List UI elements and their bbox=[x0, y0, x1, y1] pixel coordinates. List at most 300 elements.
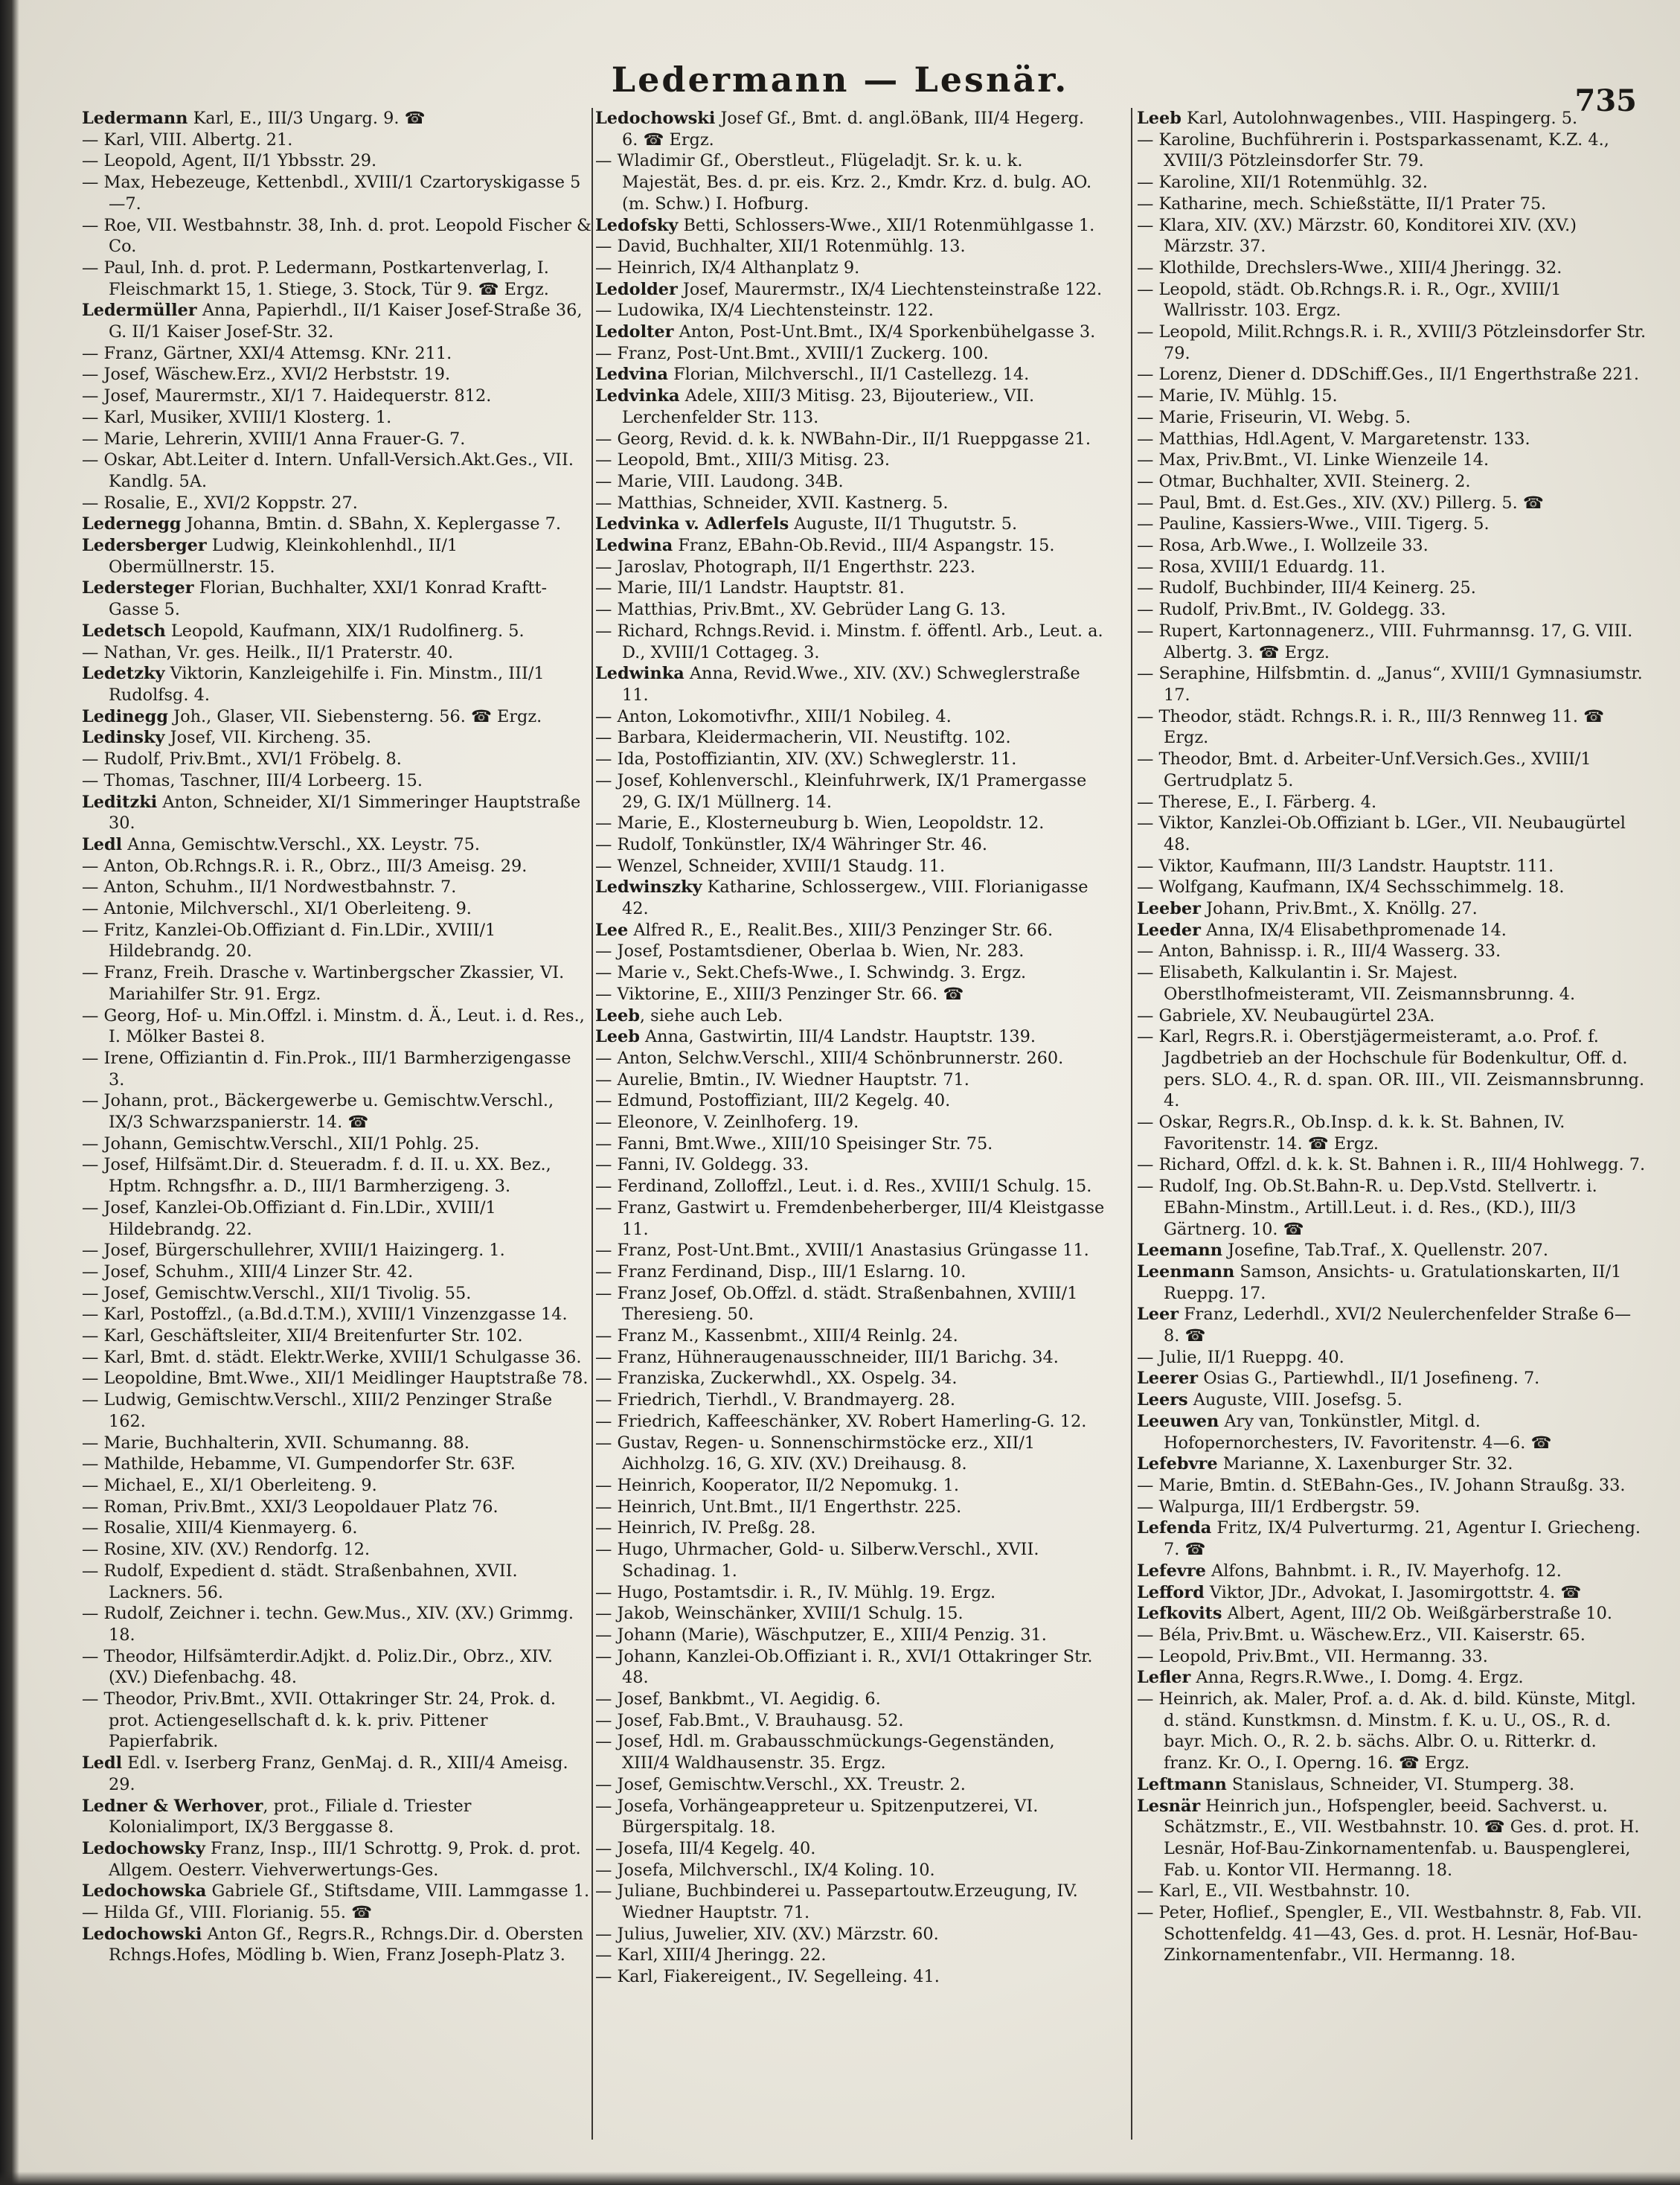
directory-entry bbox=[1137, 193, 1647, 215]
entry-surname: Lefkovits bbox=[1137, 1604, 1222, 1624]
directory-entry bbox=[595, 770, 1105, 813]
entry-details: — Franz, Post-Unt.Bmt., XVIII/1 Zuckerg. 100. bbox=[595, 343, 989, 363]
directory-entry bbox=[1137, 1368, 1647, 1389]
directory-entry bbox=[1137, 1603, 1647, 1625]
directory-entry bbox=[82, 749, 591, 770]
entry-details: — Fanni, Bmt.Wwe., XIII/10 Speisinger Str. 75. bbox=[595, 1133, 993, 1154]
entry-details: Johanna, Bmtin. d. SBahn, X. Keplergasse 7. bbox=[181, 514, 561, 534]
directory-entry bbox=[595, 984, 1105, 1005]
entry-surname: Ledvina bbox=[595, 365, 668, 385]
entry-details: Edl. v. Iserberg Franz, GenMaj. d. R., XIII/4 Ameisg. 29. bbox=[109, 1753, 568, 1794]
entry-details: — Michael, E., XI/1 Oberleiteng. 9. bbox=[82, 1476, 377, 1495]
directory-entry bbox=[82, 1603, 591, 1645]
entry-details: Viktor, JDr., Advokat, I. Jasomirgottstr. 4. ☎ bbox=[1204, 1582, 1582, 1602]
directory-entry bbox=[595, 1368, 1105, 1389]
directory-entry bbox=[595, 1517, 1105, 1539]
directory-entry bbox=[82, 1924, 591, 1966]
directory-entry bbox=[82, 1753, 591, 1795]
entry-details: — Wolfgang, Kaufmann, IX/4 Sechsschimmelg. 18. bbox=[1137, 877, 1565, 898]
directory-entry bbox=[595, 300, 1105, 321]
entry-details: — Fritz, Kanzlei-Ob.Offiziant d. Fin.LDir., XVIII/1 Hildebrandg. 20. bbox=[82, 920, 496, 962]
entry-details: — Hilda Gf., VIII. Florianig. 55. ☎ bbox=[82, 1903, 372, 1923]
directory-entry bbox=[1137, 1774, 1647, 1796]
directory-entry bbox=[595, 150, 1105, 214]
directory-entry bbox=[1137, 1453, 1647, 1475]
entry-surname: Ledersberger bbox=[82, 536, 207, 556]
directory-entry bbox=[82, 663, 591, 706]
directory-entry bbox=[1137, 535, 1647, 557]
entry-surname: Leeuwen bbox=[1137, 1411, 1219, 1431]
directory-entry bbox=[595, 1796, 1105, 1838]
directory-entry bbox=[1137, 1517, 1647, 1560]
entry-details: — Rosalie, XIII/4 Kienmayerg. 6. bbox=[82, 1518, 358, 1538]
directory-entry bbox=[595, 1582, 1105, 1604]
entry-details: Marianne, X. Laxenburger Str. 32. bbox=[1217, 1454, 1513, 1474]
entry-details: — Leopold, Priv.Bmt., VII. Hermanng. 33. bbox=[1137, 1646, 1488, 1666]
entry-details: — Josefa, Milchverschl., IX/4 Koling. 10. bbox=[595, 1860, 935, 1880]
entry-details: — David, Buchhalter, XII/1 Rotenmühlg. 13. bbox=[595, 237, 966, 257]
directory-entry bbox=[595, 1325, 1105, 1347]
directory-entry bbox=[82, 108, 591, 129]
entry-details: — Franz, Freih. Drasche v. Wartinbergscher Zkassier, VI. Mariahilfer Str. 91. Ergz. bbox=[82, 963, 565, 1004]
directory-entry bbox=[82, 1325, 591, 1347]
entry-details: — Katharine, mech. Schießstätte, II/1 Prater 75. bbox=[1137, 193, 1547, 214]
directory-entry bbox=[82, 1261, 591, 1283]
entry-details: — Josef, Kanzlei-Ob.Offiziant d. Fin.LDir., XVIII/1 Hildebrandg. 22. bbox=[82, 1197, 496, 1239]
entry-details: — Rudolf, Priv.Bmt., IV. Goldegg. 33. bbox=[1137, 600, 1446, 620]
directory-entry bbox=[595, 1966, 1105, 1988]
entry-details: — Heinrich, IX/4 Althanplatz 9. bbox=[595, 257, 860, 278]
entry-surname: Ledvinka v. Adlerfels bbox=[595, 514, 789, 534]
entry-surname: Ledl bbox=[82, 1753, 123, 1773]
entry-details: — Josef, Maurermstr., XI/1 7. Haidequerstr. 812. bbox=[82, 386, 492, 406]
directory-entry bbox=[1137, 813, 1647, 855]
entry-details: — Therese, E., I. Färberg. 4. bbox=[1137, 792, 1377, 812]
directory-entry bbox=[595, 856, 1105, 877]
entry-details: — Josef, Bankbmt., VI. Aegidig. 6. bbox=[595, 1689, 881, 1709]
entry-details: — Josef, Bürgerschullehrer, XVIII/1 Haizingerg. 1. bbox=[82, 1241, 505, 1261]
directory-entry bbox=[82, 535, 591, 578]
directory-entry bbox=[1137, 1026, 1647, 1112]
directory-entry bbox=[82, 1881, 591, 1902]
entry-details: Franz, Lederhdl., XVI/2 Neulerchenfelder Straße 6—8. ☎ bbox=[1164, 1305, 1632, 1346]
entry-details: Anna, IX/4 Elisabethpromenade 14. bbox=[1200, 920, 1507, 940]
directory-entry bbox=[595, 1625, 1105, 1646]
entry-details: — Heinrich, ak. Maler, Prof. a. d. Ak. d. bild. Künste, Mitgl. d. ständ. Kunstkmsn. d. Minstm. f. K. u. U., OS., R. d. bayr. Mich. O., R. 2. b. sächs. Albr. O. u. Ritterkr. d. franz. Kr. O., I. Operng. 16. ☎ Ergz. bbox=[1137, 1689, 1636, 1773]
directory-entry bbox=[82, 129, 591, 151]
entry-details: — Josef, Wäschew.Erz., XVI/2 Herbststr. 19. bbox=[82, 365, 451, 385]
entry-details: — Elisabeth, Kalkulantin i. Sr. Majest. Oberstlhofmeisteramt, VII. Zeismannsbrunng. 4. bbox=[1137, 963, 1576, 1004]
directory-entry bbox=[1137, 856, 1647, 877]
entry-details: Anton, Schneider, XI/1 Simmeringer Hauptstraße 30. bbox=[109, 792, 581, 834]
directory-entry bbox=[595, 1176, 1105, 1197]
entry-details: Leopold, Kaufmann, XIX/1 Rudolfinerg. 5. bbox=[165, 621, 525, 641]
directory-entry bbox=[82, 386, 591, 407]
directory-entry bbox=[1137, 108, 1647, 129]
entry-details: Anton Gf., Regrs.R., Rchngs.Dir. d. Obersten Rchngs.Hofes, Mödling b. Wien, Franz Joseph-Platz 3. bbox=[109, 1924, 583, 1965]
entry-surname: Ledetsch bbox=[82, 621, 166, 641]
directory-entry bbox=[82, 1005, 591, 1048]
entry-details: Anna, Gemischtw.Verschl., XX. Leystr. 75. bbox=[122, 834, 480, 854]
directory-entry bbox=[595, 1646, 1105, 1689]
directory-entry bbox=[82, 1561, 591, 1603]
entry-surname: Ledetzky bbox=[82, 664, 165, 684]
entry-details: — Rudolf, Buchbinder, III/4 Keinerg. 25. bbox=[1137, 578, 1476, 598]
entry-surname: Leers bbox=[1137, 1390, 1188, 1410]
entry-details: — Leopold, Agent, II/1 Ybbsstr. 29. bbox=[82, 151, 377, 171]
entry-details: — Heinrich, Kooperator, II/2 Nepomukg. 1. bbox=[595, 1476, 960, 1495]
entry-surname: Leftmann bbox=[1137, 1774, 1227, 1794]
entry-details: — Ferdinand, Zolloffzl., Leut. i. d. Res., XVIII/1 Schulg. 15. bbox=[595, 1177, 1092, 1197]
entry-details: — Georg, Revid. d. k. k. NWBahn-Dir., II/1 Rueppgasse 21. bbox=[595, 429, 1091, 449]
directory-entry bbox=[595, 599, 1105, 621]
entry-details: — Oskar, Regrs.R., Ob.Insp. d. k. k. St. Bahnen, IV. Favoritenstr. 14. ☎ Ergz. bbox=[1137, 1113, 1565, 1154]
entry-surname: Ledochowsky bbox=[82, 1838, 205, 1858]
entry-details: — Josef, Hilfsämt.Dir. d. Steueradm. f. d. II. u. XX. Bez., Hptm. Rchngsfhr. a. D., III/1 Barmherzigeng. 3. bbox=[82, 1155, 551, 1197]
entry-surname: Ledinegg bbox=[82, 706, 168, 726]
directory-entry bbox=[82, 642, 591, 664]
entry-details: Josefine, Tab.Traf., X. Quellenstr. 207. bbox=[1222, 1241, 1548, 1261]
entry-details: — Hugo, Postamtsdir. i. R., IV. Mühlg. 19. Ergz. bbox=[595, 1582, 996, 1602]
directory-entry bbox=[82, 215, 591, 257]
directory-entry bbox=[1137, 1176, 1647, 1240]
entry-details: — Marie, Friseurin, VI. Webg. 5. bbox=[1137, 407, 1411, 427]
entry-details: Katharine, Schlossergew., VIII. Florianigasse 42. bbox=[622, 877, 1089, 919]
entry-details: Osias G., Partiewhdl., II/1 Josefineng. 7. bbox=[1198, 1369, 1540, 1389]
entry-surname: Leditzki bbox=[82, 792, 158, 812]
entry-details: — Marie, Lehrerin, XVIII/1 Anna Frauer-G. 7. bbox=[82, 429, 466, 449]
directory-entry bbox=[595, 1881, 1105, 1923]
directory-entry bbox=[595, 920, 1105, 941]
entry-details: — Marie, Bmtin. d. StEBahn-Ges., IV. Johann Straußg. 33. bbox=[1137, 1476, 1626, 1495]
directory-entry bbox=[82, 493, 591, 514]
entry-details: — Theodor, Bmt. d. Arbeiter-Unf.Versich.Ges., XVIII/1 Gertrudplatz 5. bbox=[1137, 749, 1591, 790]
directory-entry bbox=[595, 1133, 1105, 1155]
directory-entry bbox=[1137, 1881, 1647, 1902]
directory-entry bbox=[1137, 941, 1647, 962]
entry-details: Albert, Agent, III/2 Ob. Weißgärberstraße 10. bbox=[1222, 1604, 1612, 1624]
entry-surname: Leeb bbox=[595, 1005, 640, 1026]
entry-surname: Ledolder bbox=[595, 279, 678, 299]
entry-surname: Ledermüller bbox=[82, 301, 197, 321]
directory-entry bbox=[82, 1368, 591, 1389]
directory-entry bbox=[1137, 877, 1647, 898]
entry-details: Florian, Milchverschl., II/1 Castellezg. 14. bbox=[667, 365, 1030, 385]
entry-details: — Peter, Hoflief., Spengler, E., VII. Westbahnstr. 8, Fab. VII. Schottenfeldg. 41—43, Ges. d. prot. H. Lesnär, Hof-Bau-Zinkornamentenfabr., VII. Hermanng. 18. bbox=[1137, 1903, 1642, 1965]
directory-entry bbox=[82, 172, 591, 214]
directory-entry bbox=[1137, 493, 1647, 514]
directory-entry bbox=[1137, 578, 1647, 599]
entry-details: — Marie v., Sekt.Chefs-Wwe., I. Schwindg. 3. Ergz. bbox=[595, 963, 1027, 983]
directory-entry bbox=[1137, 1475, 1647, 1497]
entry-details: — Otmar, Buchhalter, XVII. Steinerg. 2. bbox=[1137, 471, 1471, 491]
directory-entry bbox=[1137, 1005, 1647, 1027]
directory-entry bbox=[595, 321, 1105, 343]
entry-details: Karl, Autolohnwagenbes., VIII. Haspingerg. 5. bbox=[1181, 109, 1578, 128]
directory-entry bbox=[82, 1475, 591, 1497]
directory-entry bbox=[1137, 1389, 1647, 1411]
entry-surname: Ledochowski bbox=[82, 1924, 202, 1944]
directory-entry bbox=[595, 877, 1105, 919]
directory-entry bbox=[1137, 792, 1647, 813]
entry-details: — Leopold, Milit.Rchngs.R. i. R., XVIII/3 Pötzleinsdorfer Str. 79. bbox=[1137, 322, 1647, 363]
entry-details: — Marie, IV. Mühlg. 15. bbox=[1137, 386, 1338, 406]
entry-details: — Juliane, Buchbinderei u. Passepartoutw.Erzeugung, IV. Wiedner Hauptstr. 71. bbox=[595, 1881, 1078, 1923]
entry-details: — Barbara, Kleidermacherin, VII. Neustiftg. 102. bbox=[595, 728, 1011, 748]
entry-surname: Ledl bbox=[82, 834, 123, 854]
directory-entry bbox=[595, 1924, 1105, 1945]
directory-entry bbox=[1137, 1154, 1647, 1176]
directory-entry bbox=[1137, 1582, 1647, 1604]
entry-details: — Friedrich, Kaffeeschänker, XV. Robert Hamerling-G. 12. bbox=[595, 1411, 1087, 1431]
entry-details: — Richard, Offzl. d. k. k. St. Bahnen i. R., III/4 Hohlwegg. 7. bbox=[1137, 1155, 1646, 1175]
directory-entry bbox=[82, 1497, 591, 1518]
entry-details: Alfred R., E., Realit.Bes., XIII/3 Penzinger Str. 66. bbox=[628, 920, 1054, 940]
directory-entry bbox=[82, 706, 591, 728]
directory-entry bbox=[1137, 920, 1647, 941]
directory-entry bbox=[82, 1689, 591, 1753]
directory-entry bbox=[595, 1048, 1105, 1069]
directory-entry bbox=[595, 429, 1105, 450]
entry-details: — Karl, E., VII. Westbahnstr. 10. bbox=[1137, 1881, 1411, 1901]
directory-entry bbox=[1137, 279, 1647, 321]
directory-entry bbox=[82, 1197, 591, 1240]
entry-details: Josef, Maurermstr., IX/4 Liechtensteinstraße 122. bbox=[677, 279, 1103, 299]
directory-entry bbox=[595, 1197, 1105, 1240]
directory-entry bbox=[595, 1603, 1105, 1625]
entry-details: — Franz, Hühneraugenausschneider, III/1 Barichg. 34. bbox=[595, 1347, 1059, 1367]
entry-details: — Gabriele, XV. Neubaugürtel 23A. bbox=[1137, 1005, 1435, 1026]
scan-edge-left bbox=[0, 0, 19, 2185]
directory-column-2 bbox=[595, 108, 1105, 2140]
entry-details: — Karl, Fiakereigent., IV. Segelleing. 41. bbox=[595, 1967, 940, 1987]
directory-entry bbox=[1137, 450, 1647, 471]
directory-entry bbox=[1137, 1304, 1647, 1346]
entry-details: — Rudolf, Ing. Ob.St.Bahn-R. u. Dep.Vstd. Stellvertr. i. EBahn-Minstm., Artill.Leut. i. d. Res., (KD.), III/3 Gärtnerg. 10. ☎ bbox=[1137, 1177, 1597, 1239]
entry-details: — Josef, Fab.Bmt., V. Brauhausg. 52. bbox=[595, 1710, 904, 1730]
entry-details: — Matthias, Priv.Bmt., XV. Gebrüder Lang G. 13. bbox=[595, 600, 1006, 620]
entry-details: — Hugo, Uhrmacher, Gold- u. Silberw.Verschl., XVII. Schadinag. 1. bbox=[595, 1540, 1039, 1581]
entry-details: — Leopoldine, Bmt.Wwe., XII/1 Meidlinger Hauptstraße 78. bbox=[82, 1369, 589, 1389]
directory-entry bbox=[595, 471, 1105, 493]
entry-details: — Karl, Regrs.R. i. Oberstjägermeisteramt, a.o. Prof. f. Jagdbetrieb an der Hochschule für Bodenkultur, Off. d. pers. SLO. 4., R. d. span. OR. III., VII. Zeismannsbrunng. 4. bbox=[1137, 1027, 1645, 1111]
entry-details: — Gustav, Regen- u. Sonnenschirmstöcke erz., XII/1 Aichholzg. 16, G. XIV. (XV.) Dreihausg. 8. bbox=[595, 1433, 1036, 1474]
entry-surname: Lefler bbox=[1137, 1668, 1191, 1688]
entry-details: — Josefa, Vorhängeappreteur u. Spitzenputzerei, VI. Bürgerspitalg. 18. bbox=[595, 1796, 1039, 1837]
directory-entry bbox=[82, 1048, 591, 1090]
entry-details: Anna, Gastwirtin, III/4 Landstr. Hauptstr. 139. bbox=[639, 1027, 1036, 1047]
directory-entry bbox=[1137, 364, 1647, 386]
entry-details: — Walpurga, III/1 Erdbergstr. 59. bbox=[1137, 1497, 1420, 1517]
directory-entry bbox=[82, 1283, 591, 1305]
directory-entry bbox=[82, 1433, 591, 1454]
entry-details: — Franz Ferdinand, Disp., III/1 Eslarng. 10. bbox=[595, 1261, 966, 1282]
directory-entry bbox=[82, 300, 591, 342]
directory-entry bbox=[595, 1154, 1105, 1176]
entry-details: Stanislaus, Schneider, VI. Stumperg. 38. bbox=[1226, 1774, 1575, 1794]
entry-details: — Rudolf, Zeichner i. techn. Gew.Mus., XIV. (XV.) Grimmg. 18. bbox=[82, 1604, 574, 1645]
entry-details: — Anton, Selchw.Verschl., XIII/4 Schönbrunnerstr. 260. bbox=[595, 1048, 1064, 1068]
entry-details: Auguste, II/1 Thugutstr. 5. bbox=[789, 514, 1018, 534]
entry-surname: Lee bbox=[595, 920, 629, 940]
directory-entry bbox=[82, 514, 591, 535]
entry-details: Fritz, IX/4 Pulverturmg. 21, Agentur I. Griecheng. 7. ☎ bbox=[1164, 1518, 1641, 1560]
entry-details: — Seraphine, Hilfsbmtin. d. „Janus“, XVIII/1 Gymnasiumstr. 17. bbox=[1137, 664, 1643, 705]
column-divider bbox=[1131, 108, 1132, 2140]
entry-details: Samson, Ansichts- u. Gratulationskarten, II/1 Rueppg. 17. bbox=[1164, 1261, 1622, 1303]
directory-entry bbox=[595, 1240, 1105, 1261]
entry-surname: Ledinsky bbox=[82, 728, 165, 748]
directory-entry bbox=[82, 1304, 591, 1325]
entry-details: — Ludwig, Gemischtw.Verschl., XIII/2 Penzinger Straße 162. bbox=[82, 1390, 553, 1431]
directory-entry bbox=[1137, 1240, 1647, 1261]
directory-entry bbox=[595, 663, 1105, 706]
directory-entry bbox=[82, 770, 591, 792]
entry-details: , prot., Filiale d. Triester Kolonialimport, IX/3 Berggasse 8. bbox=[109, 1796, 472, 1837]
directory-entry bbox=[1137, 1497, 1647, 1518]
directory-entry bbox=[595, 557, 1105, 578]
entry-details: — Johann, prot., Bäckergewerbe u. Gemischtw.Verschl., IX/3 Schwarzspanierstr. 14. ☎ bbox=[82, 1091, 554, 1133]
directory-entry bbox=[595, 343, 1105, 365]
entry-details: — Franz, Gärtner, XXI/4 Attemsg. KNr. 211. bbox=[82, 343, 452, 363]
entry-details: — Fanni, IV. Goldegg. 33. bbox=[595, 1155, 809, 1175]
entry-surname: Leeb bbox=[1137, 109, 1182, 128]
entry-details: — Franziska, Zuckerwhdl., XX. Ospelg. 34. bbox=[595, 1369, 958, 1389]
directory-entry bbox=[595, 1731, 1105, 1773]
entry-surname: Leer bbox=[1137, 1305, 1179, 1325]
entry-details: — Karl, Geschäftsleiter, XII/4 Breitenfurter Str. 102. bbox=[82, 1326, 523, 1346]
directory-entry bbox=[595, 706, 1105, 728]
entry-details: — Pauline, Kassiers-Wwe., VIII. Tigerg. 5. bbox=[1137, 514, 1490, 534]
entry-details: — Viktorine, E., XIII/3 Penzinger Str. 66. ☎ bbox=[595, 984, 964, 1004]
directory-entry bbox=[595, 749, 1105, 770]
directory-entry bbox=[1137, 386, 1647, 407]
directory-entry bbox=[595, 386, 1105, 428]
entry-details: — Rudolf, Priv.Bmt., XVI/1 Fröbelg. 8. bbox=[82, 749, 402, 770]
entry-details: Karl, E., III/3 Ungarg. 9. ☎ bbox=[187, 109, 426, 128]
directory-entry bbox=[1137, 129, 1647, 172]
entry-details: Anna, Regrs.R.Wwe., I. Domg. 4. Ergz. bbox=[1190, 1668, 1524, 1688]
directory-entry bbox=[1137, 172, 1647, 193]
entry-details: — Viktor, Kaufmann, III/3 Landstr. Hauptstr. 111. bbox=[1137, 856, 1554, 876]
entry-details: — Franz, Gastwirt u. Fremdenbeherberger, III/4 Kleistgasse 11. bbox=[595, 1197, 1105, 1239]
entry-details: — Leopold, Bmt., XIII/3 Mitisg. 23. bbox=[595, 450, 890, 470]
entry-details: Anna, Revid.Wwe., XIV. (XV.) Schweglerstraße 11. bbox=[622, 664, 1080, 705]
directory-entry bbox=[595, 1860, 1105, 1881]
entry-details: Franz, EBahn-Ob.Revid., III/4 Aspangstr. 15. bbox=[673, 536, 1055, 556]
directory-entry bbox=[1137, 749, 1647, 791]
entry-details: Betti, Schlossers-Wwe., XII/1 Rotenmühlgasse 1. bbox=[678, 215, 1095, 235]
directory-entry bbox=[82, 1838, 591, 1881]
directory-entry bbox=[1137, 962, 1647, 1005]
directory-entry bbox=[82, 1133, 591, 1155]
entry-details: — Theodor, Priv.Bmt., XVII. Ottakringer Str. 24, Prok. d. prot. Actiengesellschaft d. k. k. priv. Pittener Papierfabrik. bbox=[82, 1689, 556, 1752]
directory-entry bbox=[595, 535, 1105, 557]
directory-entry bbox=[82, 364, 591, 386]
entry-details: Florian, Buchhalter, XXI/1 Konrad Kraftt-Gasse 5. bbox=[109, 578, 548, 620]
entry-details: — Nathan, Vr. ges. Heilk., II/1 Praterstr. 40. bbox=[82, 642, 454, 662]
directory-entry bbox=[82, 1389, 591, 1432]
entry-details: — Franz Josef, Ob.Offzl. d. städt. Straßenbahnen, XVIII/1 Theresieng. 50. bbox=[595, 1283, 1078, 1325]
entry-details: — Jaroslav, Photograph, II/1 Engerthstr. 223. bbox=[595, 557, 975, 577]
entry-details: — Josef, Hdl. m. Grabausschmückungs-Gegenständen, XIII/4 Waldhausenstr. 35. Ergz. bbox=[595, 1732, 1055, 1773]
directory-entry bbox=[82, 1646, 591, 1689]
entry-details: — Roe, VII. Westbahnstr. 38, Inh. d. prot. Leopold Fischer & Co. bbox=[82, 215, 591, 257]
entry-details: — Julie, II/1 Rueppg. 40. bbox=[1137, 1347, 1344, 1367]
directory-entry bbox=[82, 1347, 591, 1369]
directory-entry bbox=[82, 343, 591, 365]
entry-details: — Franz M., Kassenbmt., XIII/4 Reinlg. 24. bbox=[595, 1326, 958, 1346]
entry-details: — Heinrich, IV. Preßg. 28. bbox=[595, 1518, 816, 1538]
entry-details: — Klara, XIV. (XV.) Märzstr. 60, Konditorei XIV. (XV.) Märzstr. 37. bbox=[1137, 215, 1577, 257]
directory-entry bbox=[595, 1433, 1105, 1475]
entry-details: — Marie, III/1 Landstr. Hauptstr. 81. bbox=[595, 578, 905, 598]
entry-details: — Viktor, Kanzlei-Ob.Offiziant b. LGer., VII. Neubaugürtel 48. bbox=[1137, 813, 1626, 854]
entry-surname: Ledersteger bbox=[82, 578, 194, 598]
page-number: 735 bbox=[1574, 83, 1637, 118]
entry-details: Ary van, Tonkünstler, Mitgl. d. Hofopernorchesters, IV. Favoritenstr. 4—6. ☎ bbox=[1164, 1411, 1552, 1453]
entry-details: — Mathilde, Hebamme, VI. Gumpendorfer Str. 63F. bbox=[82, 1454, 516, 1474]
entry-details: Auguste, VIII. Josefsg. 5. bbox=[1187, 1390, 1402, 1410]
entry-details: — Wladimir Gf., Oberstleut., Flügeladjt. Sr. k. u. k. Majestät, Bes. d. pr. eis. Krz. 2., Kmdr. Krz. d. bulg. AO. (m. Schw.) I. Hofburg. bbox=[595, 151, 1092, 214]
page-title: Ledermann — Lesnär. bbox=[611, 60, 1069, 100]
directory-column-3 bbox=[1137, 108, 1647, 2140]
directory-entry bbox=[595, 578, 1105, 599]
column-divider bbox=[591, 108, 593, 2140]
entry-details: — Paul, Bmt. d. Est.Ges., XIV. (XV.) Pillerg. 5. ☎ bbox=[1137, 493, 1544, 513]
entry-details: — Leopold, städt. Ob.Rchngs.R. i. R., Ogr., XVIII/1 Wallrisstr. 103. Ergz. bbox=[1137, 279, 1562, 321]
entry-details: — Anton, Schuhm., II/1 Nordwestbahnstr. 7. bbox=[82, 877, 457, 898]
entry-surname: Leeb bbox=[595, 1027, 640, 1047]
directory-entry bbox=[1137, 706, 1647, 749]
directory-entry bbox=[1137, 1689, 1647, 1774]
entry-details: — Paul, Inh. d. prot. P. Ledermann, Postkartenverlag, I. Fleischmarkt 15, 1. Stiege, 3. Stock, Tür 9. ☎ Ergz. bbox=[82, 257, 549, 299]
directory-entry bbox=[82, 257, 591, 300]
entry-details: — Matthias, Schneider, XVII. Kastnerg. 5. bbox=[595, 493, 949, 513]
entry-details: — Anton, Lokomotivfhr., XIII/1 Nobileg. 4. bbox=[595, 706, 952, 726]
entry-details: — Oskar, Abt.Leiter d. Intern. Unfall-Versich.Akt.Ges., VII. Kandlg. 5A. bbox=[82, 450, 574, 491]
entry-details: — Max, Priv.Bmt., VI. Linke Wienzeile 14. bbox=[1137, 450, 1490, 470]
directory-entry bbox=[1137, 257, 1647, 279]
directory-entry bbox=[595, 727, 1105, 749]
entry-details: — Josef, Kohlenverschl., Kleinfuhrwerk, IX/1 Pramergasse 29, G. IX/1 Müllnerg. 14. bbox=[595, 770, 1087, 812]
directory-entry bbox=[1137, 1261, 1647, 1304]
entry-details: — Johann (Marie), Wäschputzer, E., XIII/4 Penzig. 31. bbox=[595, 1625, 1047, 1645]
entry-details: — Theodor, Hilfsämterdir.Adjkt. d. Poliz.Dir., Obrz., XIV. (XV.) Diefenbachg. 48. bbox=[82, 1646, 553, 1688]
entry-details: — Wenzel, Schneider, XVIII/1 Staudg. 11. bbox=[595, 856, 946, 876]
entry-details: — Richard, Rchngs.Revid. i. Minstm. f. öffentl. Arb., Leut. a. D., XVIII/1 Cottageg. 3. bbox=[595, 621, 1103, 662]
entry-details: — Georg, Hof- u. Min.Offzl. i. Minstm. d. Ä., Leut. i. d. Res., I. Mölker Bastei 8. bbox=[82, 1005, 585, 1047]
directory-entry bbox=[82, 727, 591, 749]
directory-entry bbox=[595, 1026, 1105, 1048]
directory-entry bbox=[595, 1411, 1105, 1433]
directory-entry bbox=[82, 856, 591, 877]
entry-surname: Ledwinka bbox=[595, 664, 684, 684]
entry-details: — Rudolf, Expedient d. städt. Straßenbahnen, XVII. Lackners. 56. bbox=[82, 1561, 518, 1602]
entry-details: Josef, VII. Kircheng. 35. bbox=[164, 728, 372, 748]
scan-edge-bottom bbox=[0, 2172, 1680, 2185]
directory-entry bbox=[595, 1347, 1105, 1369]
entry-surname: Leemann bbox=[1137, 1241, 1222, 1261]
directory-entry bbox=[1137, 514, 1647, 535]
entry-details: Adele, XIII/3 Mitisg. 23, Bijouteriew., VII. Lerchenfelder Str. 113. bbox=[622, 386, 1035, 427]
directory-entry bbox=[595, 1389, 1105, 1411]
entry-details: — Matthias, Hdl.Agent, V. Margaretenstr. 133. bbox=[1137, 429, 1530, 449]
directory-entry bbox=[1137, 557, 1647, 578]
directory-entry bbox=[595, 236, 1105, 257]
entry-surname: Ledernegg bbox=[82, 514, 182, 534]
entry-details: — Heinrich, Unt.Bmt., II/1 Engerthstr. 225. bbox=[595, 1497, 962, 1517]
